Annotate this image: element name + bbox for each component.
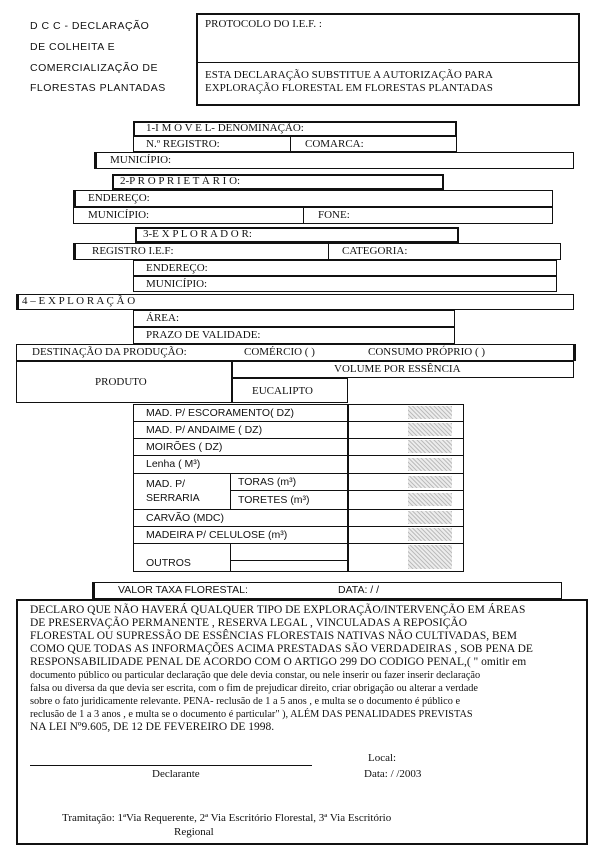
declaration-line: documento público ou particular declaração que dele devia constar, ou nele inserir ou fazer inserir declaração: [30, 670, 481, 681]
product-row-lenha: Lenha ( M³): [146, 458, 201, 470]
header-title-line-3: COMERCIALIZAÇÃO DE: [30, 62, 159, 74]
declaration-line: RESPONSABILIDADE PENAL DE ACORDO COM O ARTIGO 299 DO CODIGO PENAL,( " omitir em: [30, 656, 527, 668]
imovel-municipio-label: MUNICÍPIO:: [110, 154, 172, 166]
imovel-title: 1-I M Ó V E L- DENOMINAÇÃO:: [146, 122, 304, 134]
declaration-line: sobre o fato juridicamente relevante. PENA- reclusão de 1 a 5 anos , e multa se o documento é público e: [30, 696, 461, 707]
product-row-moiroes: MOIRÕES ( DZ): [146, 441, 223, 453]
declarante-label: Declarante: [152, 768, 200, 780]
declaration-text: [30, 604, 582, 734]
taxa-data-label: DATA: / /: [338, 584, 380, 596]
product-row-outros: OUTROS: [146, 557, 191, 569]
product-row-escoramento: MAD. P/ ESCORAMENTO( DZ): [146, 407, 294, 419]
local-label: Local:: [368, 752, 397, 764]
declaration-line: DECLARO QUE NÃO HAVERÁ QUALQUER TIPO DE EXPLORAÇÃO/INTERVENÇÃO EM ÁREAS: [30, 604, 526, 616]
declaration-line: FLORESTAL OU SUPRESSÃO DE ESSÊNCIAS FLORESTAIS NATIVAS NÃO CULTIVADAS, BEM: [30, 630, 517, 642]
comercio-checkbox-label: COMÉRCIO ( ): [244, 346, 315, 358]
shaded-mark: [408, 511, 452, 524]
explorador-title: 3-E X P L O R A D O R:: [143, 228, 252, 240]
substitute-line-1: ESTA DECLARAÇÃO SUBSTITUE A AUTORIZAÇÃO PARA: [205, 69, 493, 81]
product-row-andaime: MAD. P/ ANDAIME ( DZ): [146, 424, 263, 436]
explorador-registro-label: REGISTRO I.E.F:: [92, 245, 174, 257]
exploracao-area-label: ÁREA:: [146, 312, 179, 324]
shaded-mark: [408, 528, 452, 541]
protocol-label: PROTOCOLO DO I.E.F. :: [205, 18, 322, 30]
produto-header: PRODUTO: [95, 376, 147, 388]
proprietario-title: 2-P R O P R I E T Á R I O:: [120, 175, 241, 187]
shaded-mark: [408, 406, 452, 419]
protocol-divider: [196, 62, 580, 63]
explorador-municipio-label: MUNICÍPIO:: [146, 278, 208, 290]
signature-line: [30, 765, 312, 766]
eucalipto-header: EUCALIPTO: [252, 385, 313, 397]
consumo-proprio-checkbox-label: CONSUMO PRÓPRIO ( ): [368, 346, 486, 358]
serraria-label-line-2: SERRARIA: [146, 492, 200, 504]
declaration-line: falsa ou diversa da que devia ser escrita, com o fim de prejudicar direito, criar obrigação ou alterar a verdade: [30, 683, 478, 694]
substitute-line-2: EXPLORAÇÃO FLORESTAL EM FLORESTAS PLANTADAS: [205, 82, 493, 94]
exploracao-prazo-label: PRAZO DE VALIDADE:: [146, 329, 261, 341]
imovel-comarca-label: COMARCA:: [305, 138, 364, 150]
header-title-line-2: DE COLHEITA E: [30, 41, 116, 53]
volume-header: VOLUME POR ESSÊNCIA: [334, 363, 461, 375]
shaded-mark: [408, 476, 452, 488]
product-row-carvao: CARVÃO (MDC): [146, 512, 224, 524]
shaded-mark: [408, 493, 452, 506]
header-title-line-1: D C C - DECLARAÇÃO: [30, 20, 150, 32]
declaration-line: DE PRESERVAÇÃO PERMANENTE , RESERVA LEGAL , VINCULADAS A REPOSIÇÃO: [30, 617, 468, 629]
product-row-toretes: TORETES (m³): [238, 494, 310, 506]
imovel-registro-label: N.º REGISTRO:: [146, 138, 220, 150]
proprietario-endereco-label: ENDEREÇO:: [88, 192, 150, 204]
signature-date: Data: / /2003: [364, 768, 422, 780]
proprietario-fone-label: FONE:: [318, 209, 350, 221]
tramitacao-line-1: Tramitação: 1ªVia Requerente, 2ª Via Escritório Florestal, 3ª Via Escritório: [62, 812, 392, 824]
exploracao-title: 4 – E X P L O R A Ç Ã O: [22, 295, 136, 307]
taxa-label: VALOR TAXA FLORESTAL:: [118, 584, 248, 596]
proprietario-municipio-label: MUNICÍPIO:: [88, 209, 150, 221]
exploracao-area-row: [133, 310, 455, 327]
tramitacao-line-2: Regional: [174, 826, 214, 838]
product-row-toras: TORAS (m³): [238, 476, 297, 488]
declaration-line: reclusão de 1 a 3 anos , e multa se o documento é particular" ), ALÉM DAS PENALIDADES PREVISTAS: [30, 709, 473, 720]
destinacao-label: DESTINAÇÃO DA PRODUÇÃO:: [32, 346, 187, 358]
explorador-categoria-label: CATEGORIA:: [342, 245, 408, 257]
product-row-celulose: MADEIRA P/ CELULOSE (m³): [146, 529, 288, 541]
shaded-mark: [408, 440, 452, 453]
explorador-endereco-label: ENDEREÇO:: [146, 262, 208, 274]
header-title-line-4: FLORESTAS PLANTADAS: [30, 82, 166, 94]
declaration-line: NA LEI Nº9.605, DE 12 DE FEVEREIRO DE 1998.: [30, 721, 275, 733]
shaded-mark: [408, 458, 452, 471]
serraria-label-line-1: MAD. P/: [146, 478, 186, 490]
shaded-mark: [408, 423, 452, 436]
shaded-mark: [408, 545, 452, 569]
declaration-line: COMO QUE TODAS AS INFORMAÇÕES ACIMA PRESTADAS SÃO VERDADEIRAS , SOB PENA DE: [30, 643, 533, 655]
